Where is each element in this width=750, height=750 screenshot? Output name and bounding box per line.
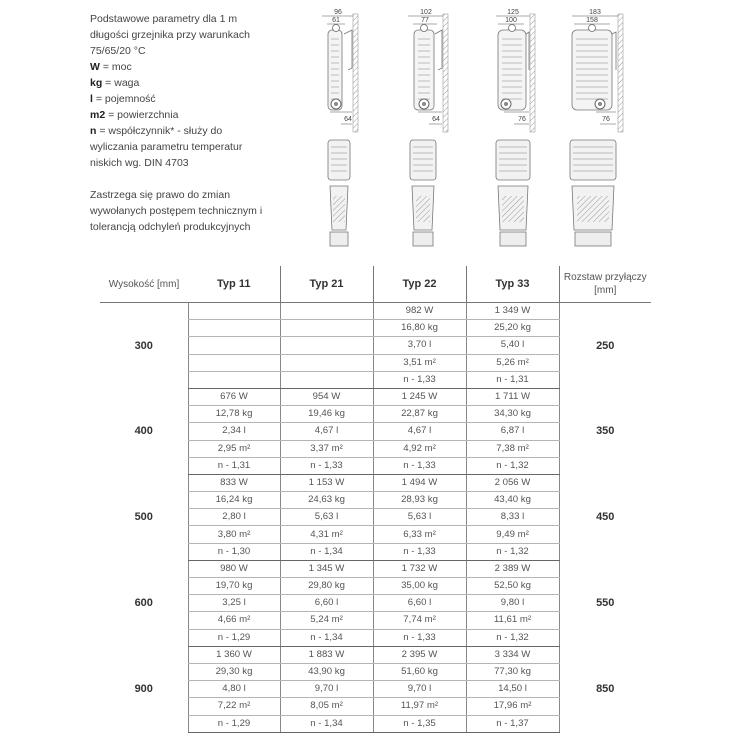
table-row (100, 474, 651, 491)
table-row (100, 388, 651, 405)
value-cell: 6,87 l (466, 423, 559, 440)
legend-item-kg: kg = waga (90, 77, 140, 89)
drawing-typ-11-side (322, 9, 358, 132)
table-row (100, 303, 651, 320)
value-cell: 6,60 l (280, 595, 373, 612)
value-cell: n - 1,32 (466, 629, 559, 646)
table-row (100, 560, 651, 577)
value-cell: 4,67 l (373, 423, 466, 440)
value-cell: 1 345 W (280, 560, 373, 577)
value-cell: 982 W (373, 303, 466, 320)
height-cell: 400 (134, 425, 153, 438)
value-cell: 8,33 l (466, 509, 559, 526)
value-cell: 3,80 m² (188, 526, 280, 543)
value-cell: 35,00 kg (373, 578, 466, 595)
dim-bottom-11: 64 (344, 116, 352, 123)
value-cell: 11,97 m² (373, 698, 466, 715)
value-cell: 2 389 W (466, 560, 559, 577)
value-cell (188, 354, 280, 371)
value-cell: 2,95 m² (188, 440, 280, 457)
value-cell: 25,20 kg (466, 320, 559, 337)
intro-line: Podstawowe parametry dla 1 m (90, 13, 238, 25)
value-cell: 29,30 kg (188, 663, 280, 680)
value-cell (280, 371, 373, 388)
value-cell: n - 1,29 (188, 629, 280, 646)
spacing-cell: 850 (596, 683, 615, 696)
value-cell: 8,05 m² (280, 698, 373, 715)
value-cell: n - 1,33 (373, 457, 466, 474)
value-cell: 5,24 m² (280, 612, 373, 629)
dim-bottom-22: 76 (518, 116, 526, 123)
table-header-row (100, 266, 651, 303)
value-cell: 3 334 W (466, 646, 559, 663)
spacing-cell: 350 (596, 425, 615, 438)
spacing-cell: 250 (596, 339, 615, 352)
value-cell: 17,96 m² (466, 698, 559, 715)
value-cell: 16,24 kg (188, 492, 280, 509)
value-cell: 3,70 l (373, 337, 466, 354)
value-cell: 7,74 m² (373, 612, 466, 629)
value-cell (280, 320, 373, 337)
value-cell (280, 303, 373, 320)
value-cell: 19,70 kg (188, 578, 280, 595)
value-cell: n - 1,30 (188, 543, 280, 560)
header-typ-33: Typ 33 (466, 266, 559, 303)
value-cell: 2 056 W (466, 474, 559, 491)
value-cell: 12,78 kg (188, 406, 280, 423)
drawing-typ-22-side (496, 9, 535, 132)
table-body (100, 303, 651, 733)
n-continuation: wyliczania parametru temperatur (90, 141, 243, 153)
spec-table (100, 266, 651, 733)
value-cell: 22,87 kg (373, 406, 466, 423)
value-cell: 4,67 l (280, 423, 373, 440)
dim-inner-21: 77 (421, 17, 429, 24)
value-cell: 34,30 kg (466, 406, 559, 423)
value-cell: 833 W (188, 474, 280, 491)
value-cell (280, 354, 373, 371)
value-cell: n - 1,33 (373, 629, 466, 646)
value-cell: n - 1,34 (280, 715, 373, 732)
value-cell: n - 1,34 (280, 629, 373, 646)
dim-top-33: 183 (589, 9, 601, 16)
value-cell: 1 732 W (373, 560, 466, 577)
value-cell (188, 371, 280, 388)
dim-inner-22: 100 (505, 17, 517, 24)
legend-item-m2: m2 = powierzchnia (90, 109, 179, 121)
value-cell: 1 245 W (373, 388, 466, 405)
value-cell: n - 1,34 (280, 543, 373, 560)
value-cell: 2 395 W (373, 646, 466, 663)
value-cell: 14,50 l (466, 681, 559, 698)
description (90, 11, 305, 235)
drawing-typ-22-section (496, 140, 530, 246)
dim-top-22: 125 (507, 9, 519, 16)
value-cell: 77,30 kg (466, 663, 559, 680)
value-cell: n - 1,35 (373, 715, 466, 732)
value-cell: 1 349 W (466, 303, 559, 320)
value-cell: 24,63 kg (280, 492, 373, 509)
value-cell: 1 153 W (280, 474, 373, 491)
dim-bottom-33: 76 (602, 116, 610, 123)
spacing-cell: 550 (596, 597, 615, 610)
value-cell (188, 320, 280, 337)
spacing-cell: 450 (596, 511, 615, 524)
value-cell: 1 883 W (280, 646, 373, 663)
dim-top-21: 102 (420, 9, 432, 16)
value-cell: 4,80 l (188, 681, 280, 698)
legend-item-w: W = moc (90, 61, 132, 73)
dim-bottom-21: 64 (432, 116, 440, 123)
value-cell: 6,60 l (373, 595, 466, 612)
value-cell: 2,80 l (188, 509, 280, 526)
value-cell (188, 337, 280, 354)
value-cell: 43,40 kg (466, 492, 559, 509)
value-cell: n - 1,33 (373, 543, 466, 560)
dim-inner-11: 61 (332, 17, 340, 24)
value-cell: 3,51 m² (373, 354, 466, 371)
value-cell: 9,70 l (373, 681, 466, 698)
drawing-typ-11-section (328, 140, 350, 246)
intro-line: długości grzejnika przy warunkach (90, 29, 250, 41)
disclaimer-line: Zastrzega się prawo do zmian (90, 189, 231, 201)
value-cell: n - 1,29 (188, 715, 280, 732)
value-cell: 43,90 kg (280, 663, 373, 680)
value-cell: 16,80 kg (373, 320, 466, 337)
header-typ-22: Typ 22 (373, 266, 466, 303)
disclaimer-line: tolerancją odchyleń produkcyjnych (90, 221, 251, 233)
height-cell: 300 (134, 339, 153, 352)
value-cell: 28,93 kg (373, 492, 466, 509)
value-cell: 11,61 m² (466, 612, 559, 629)
value-cell: 3,25 l (188, 595, 280, 612)
value-cell: 3,37 m² (280, 440, 373, 457)
value-cell: 4,31 m² (280, 526, 373, 543)
value-cell: 5,63 l (373, 509, 466, 526)
value-cell: 4,66 m² (188, 612, 280, 629)
value-cell: 1 711 W (466, 388, 559, 405)
value-cell: n - 1,31 (466, 371, 559, 388)
header-spacing: Rozstaw przyłączy [mm] (559, 266, 651, 303)
value-cell: n - 1,32 (466, 543, 559, 560)
disclaimer-line: wywołanych postępem technicznym i (90, 205, 263, 217)
value-cell: 5,40 l (466, 337, 559, 354)
dim-top-11: 96 (334, 9, 342, 16)
value-cell: n - 1,31 (188, 457, 280, 474)
table-row (100, 646, 651, 663)
value-cell: 19,46 kg (280, 406, 373, 423)
value-cell: 1 494 W (373, 474, 466, 491)
height-cell: 900 (134, 683, 153, 696)
radiator-drawings-svg (300, 0, 750, 265)
value-cell: 9,70 l (280, 681, 373, 698)
header-typ-11: Typ 11 (188, 266, 280, 303)
legend-item-n: n = współczynnik* - służy do (90, 125, 223, 137)
height-cell: 500 (134, 511, 153, 524)
header-typ-21: Typ 21 (280, 266, 373, 303)
intro-line: 75/65/20 °C (90, 45, 146, 57)
value-cell: n - 1,33 (280, 457, 373, 474)
value-cell: 5,26 m² (466, 354, 559, 371)
value-cell: 4,92 m² (373, 440, 466, 457)
drawing-typ-21-side (408, 9, 448, 132)
value-cell: n - 1,33 (373, 371, 466, 388)
value-cell: 5,63 l (280, 509, 373, 526)
dim-inner-33: 158 (586, 17, 598, 24)
value-cell: 6,33 m² (373, 526, 466, 543)
value-cell: n - 1,37 (466, 715, 559, 732)
value-cell: 29,80 kg (280, 578, 373, 595)
value-cell: 7,22 m² (188, 698, 280, 715)
value-cell: 51,60 kg (373, 663, 466, 680)
value-cell: 52,50 kg (466, 578, 559, 595)
value-cell: 2,34 l (188, 423, 280, 440)
legend-item-l: l = pojemność (90, 93, 156, 105)
value-cell: 676 W (188, 388, 280, 405)
value-cell (188, 303, 280, 320)
header-height: Wysokość [mm] (100, 266, 188, 303)
value-cell: 7,38 m² (466, 440, 559, 457)
value-cell: 954 W (280, 388, 373, 405)
drawing-typ-33-side (572, 9, 623, 132)
n-continuation: niskich wg. DIN 4703 (90, 157, 189, 169)
value-cell: 980 W (188, 560, 280, 577)
drawing-typ-33-section (570, 140, 616, 246)
value-cell: 9,80 l (466, 595, 559, 612)
height-cell: 600 (134, 597, 153, 610)
value-cell: n - 1,32 (466, 457, 559, 474)
radiator-drawings (300, 0, 750, 265)
value-cell (280, 337, 373, 354)
drawing-typ-21-section (410, 140, 436, 246)
value-cell: 1 360 W (188, 646, 280, 663)
value-cell: 9,49 m² (466, 526, 559, 543)
